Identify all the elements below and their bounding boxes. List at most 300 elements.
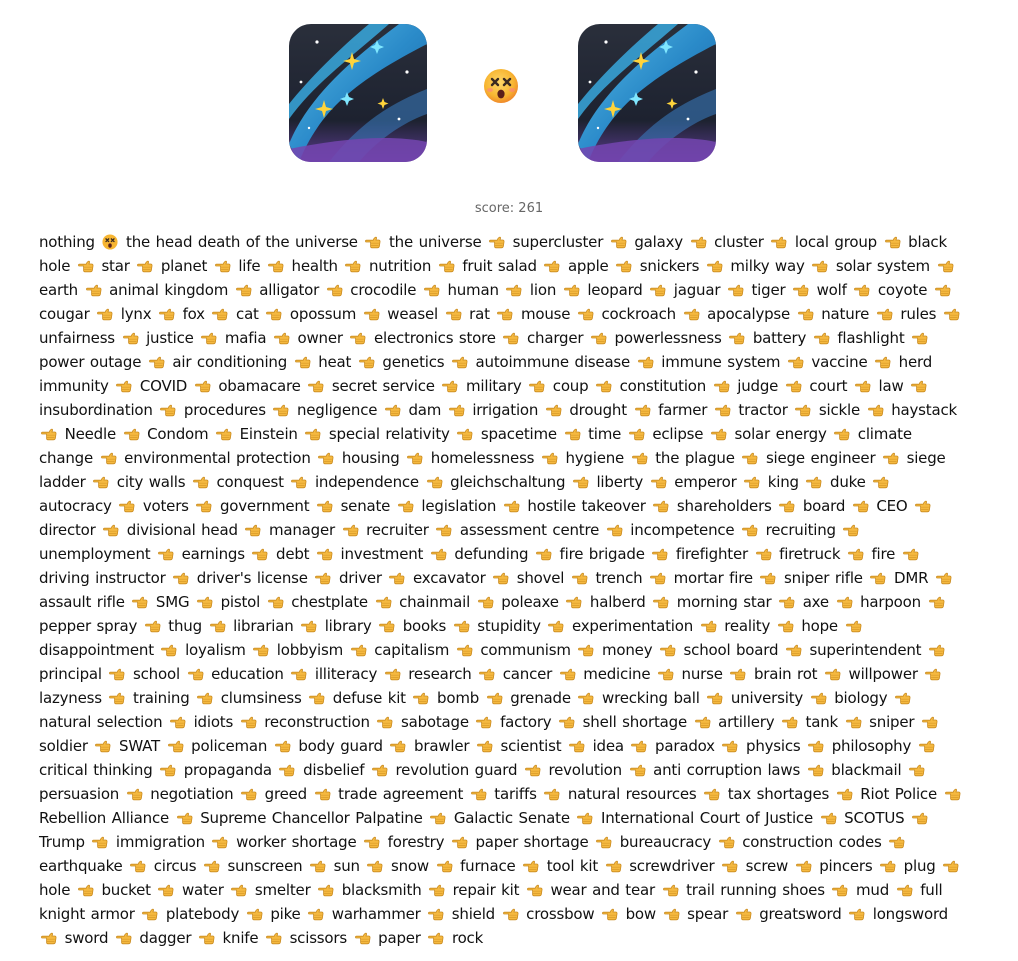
chain-word: DMR	[894, 569, 929, 587]
hand-pointing-left-icon	[168, 739, 184, 753]
hand-pointing-left-icon	[236, 283, 252, 297]
chain-word: lynx	[120, 305, 152, 323]
chain-word: assessment centre	[459, 521, 600, 539]
hand-pointing-left-icon	[911, 379, 927, 393]
hand-pointing-left-icon	[503, 331, 519, 345]
chain-word: weasel	[387, 305, 438, 323]
chain-word: smelter	[254, 881, 311, 899]
hand-pointing-left-icon	[722, 739, 738, 753]
chain-word: sniper	[869, 713, 915, 731]
hand-pointing-left-icon	[487, 691, 503, 705]
chain-word: senate	[340, 497, 391, 515]
chain-word: autocracy	[39, 497, 112, 515]
chain-word: earnings	[181, 545, 245, 563]
hand-pointing-left-icon	[855, 379, 871, 393]
chain-word: snickers	[639, 257, 700, 275]
hand-pointing-left-icon	[756, 547, 772, 561]
chain-word: nature	[821, 305, 870, 323]
chain-word: longsword	[872, 905, 948, 923]
chain-word: mud	[856, 881, 890, 899]
chain-word: flashlight	[837, 329, 905, 347]
chain-word: pike	[270, 905, 301, 923]
chain-word: secret service	[331, 377, 435, 395]
hand-pointing-left-icon	[837, 787, 853, 801]
chain-word: factory	[500, 713, 552, 731]
chain-word: life	[238, 257, 261, 275]
chain-word: negligence	[296, 401, 378, 419]
chain-word: cluster	[714, 233, 764, 251]
chain-word: spacetime	[480, 425, 557, 443]
hand-pointing-left-icon	[216, 427, 232, 441]
hand-pointing-left-icon	[684, 307, 700, 321]
chain-word: divisional head	[126, 521, 238, 539]
chain-word: Rebellion Alliance	[39, 809, 170, 827]
hand-pointing-left-icon	[808, 739, 824, 753]
hand-pointing-left-icon	[919, 739, 935, 753]
chain-word: haystack	[891, 401, 957, 419]
chain-word: tank	[805, 713, 838, 731]
hand-pointing-left-icon	[308, 907, 324, 921]
hand-pointing-left-icon	[93, 475, 109, 489]
chain-word: harpoon	[860, 593, 921, 611]
hand-pointing-left-icon	[274, 331, 290, 345]
chain-word: worker shortage	[236, 833, 357, 851]
hand-pointing-left-icon	[130, 859, 146, 873]
hand-pointing-left-icon	[385, 667, 401, 681]
hand-pointing-left-icon	[548, 619, 564, 633]
chain-word: tax shortages	[727, 785, 830, 803]
chain-word: pincers	[819, 857, 873, 875]
hand-pointing-left-icon	[793, 283, 809, 297]
hand-pointing-left-icon	[160, 403, 176, 417]
chain-word: special relativity	[328, 425, 450, 443]
hand-pointing-left-icon	[834, 427, 850, 441]
chain-word: alligator	[259, 281, 320, 299]
chain-word: SCOTUS	[844, 809, 905, 827]
hand-pointing-left-icon	[161, 643, 177, 657]
chain-word: immigration	[115, 833, 205, 851]
hand-pointing-left-icon	[376, 595, 392, 609]
hand-pointing-left-icon	[651, 475, 667, 489]
hand-pointing-left-icon	[660, 643, 676, 657]
hand-pointing-left-icon	[821, 811, 837, 825]
hand-pointing-left-icon	[736, 907, 752, 921]
chain-word: eclipse	[652, 425, 704, 443]
chain-word: paradox	[655, 737, 715, 755]
hand-pointing-left-icon	[109, 667, 125, 681]
hand-pointing-left-icon	[945, 787, 961, 801]
chain-word: greatsword	[759, 905, 842, 923]
chain-word: firetruck	[779, 545, 841, 563]
hand-pointing-left-icon	[452, 355, 468, 369]
chain-word: driver	[338, 569, 382, 587]
chain-word: irrigation	[472, 401, 539, 419]
hand-pointing-left-icon	[177, 811, 193, 825]
chain-word: dam	[408, 401, 442, 419]
hand-pointing-left-icon	[345, 259, 361, 273]
hand-pointing-left-icon	[301, 619, 317, 633]
chain-word: conquest	[216, 473, 284, 491]
chain-word: sunscreen	[227, 857, 303, 875]
chain-word: black hole	[39, 233, 947, 275]
chain-word: air conditioning	[172, 353, 288, 371]
chain-word: shareholders	[676, 497, 772, 515]
chain-word: idea	[592, 737, 624, 755]
chain-word: wear and tear	[550, 881, 655, 899]
chain-word: chainmail	[399, 593, 471, 611]
chain-word: fire	[871, 545, 896, 563]
hand-pointing-left-icon	[843, 523, 859, 537]
hand-pointing-left-icon	[944, 307, 960, 321]
hand-pointing-left-icon	[318, 451, 334, 465]
hand-pointing-left-icon	[212, 307, 228, 321]
chain-word: screw	[745, 857, 789, 875]
chain-word: driver's license	[196, 569, 308, 587]
hand-pointing-left-icon	[848, 547, 864, 561]
chain-word: disbelief	[303, 761, 365, 779]
chain-word: dagger	[139, 929, 192, 947]
hand-pointing-left-icon	[173, 571, 189, 585]
hand-pointing-left-icon	[86, 283, 102, 297]
hand-pointing-left-icon	[385, 403, 401, 417]
hand-pointing-left-icon	[452, 835, 468, 849]
chain-word: procedures	[183, 401, 266, 419]
chain-word: time	[588, 425, 622, 443]
chain-word: court	[809, 377, 848, 395]
chain-word: Trump	[39, 833, 85, 851]
hand-pointing-left-icon	[903, 547, 919, 561]
hand-pointing-left-icon	[559, 715, 575, 729]
hand-pointing-left-icon	[788, 355, 804, 369]
chain-word: driving instructor	[39, 569, 166, 587]
chain-word: disappointment	[39, 641, 154, 659]
hand-pointing-left-icon	[454, 619, 470, 633]
knocked-out-face-icon	[483, 68, 519, 104]
chain-word: Needle	[64, 425, 116, 443]
hand-pointing-left-icon	[78, 883, 94, 897]
hand-pointing-left-icon	[279, 763, 295, 777]
chain-word: nurse	[681, 665, 723, 683]
hand-pointing-left-icon	[379, 619, 395, 633]
hand-pointing-left-icon	[742, 523, 758, 537]
hand-pointing-left-icon	[197, 691, 213, 705]
hand-pointing-left-icon	[241, 715, 257, 729]
chain-word: human	[447, 281, 499, 299]
chain-word: gleichschaltung	[450, 473, 566, 491]
chain-word: SMG	[155, 593, 190, 611]
chain-word: revolution guard	[395, 761, 518, 779]
chain-word: climate change	[39, 425, 912, 467]
hand-pointing-left-icon	[938, 259, 954, 273]
hand-pointing-left-icon	[638, 355, 654, 369]
chain-word: scientist	[500, 737, 562, 755]
hand-pointing-left-icon	[566, 595, 582, 609]
hand-pointing-left-icon	[196, 499, 212, 513]
hand-pointing-left-icon	[631, 739, 647, 753]
chain-word: wolf	[816, 281, 847, 299]
hand-pointing-left-icon	[578, 307, 594, 321]
chain-word: platebody	[165, 905, 240, 923]
hand-pointing-left-icon	[436, 523, 452, 537]
chain-word: screwdriver	[629, 857, 715, 875]
hand-pointing-left-icon	[701, 619, 717, 633]
chain-word: axe	[802, 593, 829, 611]
chain-word: illiteracy	[314, 665, 378, 683]
hand-pointing-left-icon	[663, 883, 679, 897]
hand-pointing-left-icon	[449, 403, 465, 417]
hand-pointing-left-icon	[199, 931, 215, 945]
chain-word: propaganda	[183, 761, 272, 779]
chain-word: bomb	[437, 689, 480, 707]
hand-pointing-left-icon	[123, 331, 139, 345]
chain-word: trade agreement	[338, 785, 464, 803]
hand-pointing-left-icon	[41, 931, 57, 945]
hand-pointing-left-icon	[241, 787, 257, 801]
chain-word: poleaxe	[501, 593, 559, 611]
chain-word: power outage	[39, 353, 142, 371]
hand-pointing-left-icon	[116, 931, 132, 945]
hand-pointing-left-icon	[912, 331, 928, 345]
chain-word: education	[211, 665, 284, 683]
hand-pointing-left-icon	[170, 715, 186, 729]
hand-pointing-left-icon	[493, 571, 509, 585]
hand-pointing-left-icon	[812, 259, 828, 273]
chain-word: anti corruption laws	[653, 761, 801, 779]
hand-pointing-left-icon	[854, 283, 870, 297]
chain-word: university	[730, 689, 804, 707]
hand-pointing-left-icon	[132, 595, 148, 609]
chain-word: body guard	[298, 737, 383, 755]
chain-word: Galactic Senate	[453, 809, 570, 827]
hand-pointing-left-icon	[318, 883, 334, 897]
hand-pointing-left-icon	[596, 379, 612, 393]
hand-pointing-left-icon	[476, 715, 492, 729]
hand-pointing-left-icon	[457, 643, 473, 657]
chain-word: justice	[146, 329, 194, 347]
hand-pointing-left-icon	[504, 499, 520, 513]
hand-pointing-left-icon	[707, 259, 723, 273]
hand-pointing-left-icon	[728, 283, 744, 297]
hand-pointing-left-icon	[786, 643, 802, 657]
chain-word: principal	[39, 665, 102, 683]
chain-word: hope	[801, 617, 838, 635]
hand-pointing-left-icon	[315, 787, 331, 801]
chain-word: homelessness	[430, 449, 535, 467]
hand-pointing-left-icon	[160, 763, 176, 777]
matchup-header	[0, 0, 1018, 190]
chain-word: cougar	[39, 305, 90, 323]
hand-pointing-left-icon	[295, 355, 311, 369]
chain-word: apocalypse	[707, 305, 791, 323]
hand-pointing-left-icon	[506, 283, 522, 297]
hand-pointing-left-icon	[137, 259, 153, 273]
chain-word: training	[133, 689, 190, 707]
chain-word: furnace	[460, 857, 516, 875]
chain-word: cancer	[502, 665, 553, 683]
hand-pointing-left-icon	[427, 475, 443, 489]
chain-word: scissors	[289, 929, 347, 947]
hand-pointing-left-icon	[431, 547, 447, 561]
hand-pointing-left-icon	[744, 475, 760, 489]
hand-pointing-left-icon	[542, 451, 558, 465]
chain-word: blacksmith	[341, 881, 422, 899]
hand-pointing-left-icon	[350, 331, 366, 345]
hand-pointing-left-icon	[897, 883, 913, 897]
chain-word: the universe	[389, 233, 482, 251]
hand-pointing-left-icon	[715, 403, 731, 417]
chain-word: halberd	[589, 593, 646, 611]
right-milky-way-card[interactable]	[578, 24, 716, 162]
chain-word: assault rifle	[39, 593, 125, 611]
hand-pointing-left-icon	[846, 715, 862, 729]
chain-word: natural selection	[39, 713, 163, 731]
chain-word: the head death of the universe	[126, 233, 358, 251]
chain-word: voters	[142, 497, 189, 515]
hand-pointing-left-icon	[424, 283, 440, 297]
hand-pointing-left-icon	[367, 859, 383, 873]
hand-pointing-left-icon	[936, 571, 952, 585]
chain-word: physics	[746, 737, 801, 755]
hand-pointing-left-icon	[546, 403, 562, 417]
chain-word: obamacare	[218, 377, 301, 395]
hand-pointing-left-icon	[691, 235, 707, 249]
chain-word: mafia	[224, 329, 267, 347]
chain-word: water	[181, 881, 224, 899]
chain-word: heat	[318, 353, 352, 371]
chain-word: recruiting	[765, 521, 836, 539]
left-milky-way-card[interactable]	[289, 24, 427, 162]
chain-word: independence	[314, 473, 419, 491]
hand-pointing-left-icon	[895, 691, 911, 705]
hand-pointing-left-icon	[479, 667, 495, 681]
hand-pointing-left-icon	[364, 307, 380, 321]
hand-pointing-left-icon	[779, 595, 795, 609]
chain-word: shield	[451, 905, 496, 923]
chain-word: recruiter	[366, 521, 429, 539]
hand-pointing-left-icon	[742, 451, 758, 465]
chain-word: city walls	[116, 473, 186, 491]
chain-word: research	[408, 665, 472, 683]
hand-pointing-left-icon	[760, 571, 776, 585]
chain-word: paper shortage	[475, 833, 589, 851]
chain-word: law	[878, 377, 904, 395]
chain-word: farmer	[658, 401, 708, 419]
hand-pointing-left-icon	[786, 379, 802, 393]
hand-pointing-left-icon	[778, 619, 794, 633]
hand-pointing-left-icon	[252, 547, 268, 561]
chain-word: thug	[168, 617, 202, 635]
chain-word: bow	[625, 905, 656, 923]
hand-pointing-left-icon	[327, 283, 343, 297]
chain-word: reconstruction	[264, 713, 370, 731]
milky-way-icon	[578, 24, 716, 162]
chain-word: trench	[595, 569, 643, 587]
hand-pointing-left-icon	[652, 547, 668, 561]
hand-pointing-left-icon	[95, 739, 111, 753]
hand-pointing-left-icon	[372, 763, 388, 777]
hand-pointing-left-icon	[317, 499, 333, 513]
hand-pointing-left-icon	[630, 763, 646, 777]
hand-pointing-left-icon	[782, 715, 798, 729]
chain-word: unemployment	[39, 545, 151, 563]
chain-word: battery	[752, 329, 807, 347]
hand-pointing-left-icon	[846, 619, 862, 633]
chain-word: soldier	[39, 737, 88, 755]
chain-word: electronics store	[374, 329, 496, 347]
chain-word: investment	[340, 545, 424, 563]
chain-word: COVID	[139, 377, 188, 395]
chain-word: supercluster	[512, 233, 604, 251]
hand-pointing-left-icon	[875, 355, 891, 369]
chain-word: military	[465, 377, 522, 395]
hand-pointing-left-icon	[935, 283, 951, 297]
hand-pointing-left-icon	[413, 691, 429, 705]
chain-word: incompetence	[630, 521, 735, 539]
chain-word: insubordination	[39, 401, 153, 419]
chain-word: leopard	[587, 281, 643, 299]
hand-pointing-left-icon	[925, 667, 941, 681]
hand-pointing-left-icon	[832, 883, 848, 897]
chain-word: director	[39, 521, 96, 539]
chain-word: excavator	[413, 569, 486, 587]
hand-pointing-left-icon	[343, 523, 359, 537]
chain-word: hygiene	[565, 449, 625, 467]
hand-pointing-left-icon	[268, 595, 284, 609]
chain-word: chestplate	[291, 593, 368, 611]
chain-word: tool kit	[546, 857, 599, 875]
hand-pointing-left-icon	[127, 787, 143, 801]
hand-pointing-left-icon	[714, 379, 730, 393]
chain-word: clumsiness	[220, 689, 302, 707]
hand-pointing-left-icon	[428, 907, 444, 921]
hand-pointing-left-icon	[707, 691, 723, 705]
hand-pointing-left-icon	[825, 667, 841, 681]
hand-pointing-left-icon	[868, 403, 884, 417]
chain-word: lazyness	[39, 689, 102, 707]
hand-pointing-left-icon	[503, 907, 519, 921]
hand-pointing-left-icon	[78, 259, 94, 273]
chain-word: king	[767, 473, 799, 491]
hand-pointing-left-icon	[197, 595, 213, 609]
chain-word: spear	[687, 905, 729, 923]
hand-pointing-left-icon	[853, 499, 869, 513]
score-label: score: 261	[474, 201, 544, 216]
chain-word: rules	[900, 305, 937, 323]
hand-pointing-left-icon	[611, 235, 627, 249]
chain-word: idiots	[193, 713, 234, 731]
chain-word: rat	[469, 305, 490, 323]
hand-pointing-left-icon	[210, 619, 226, 633]
hand-pointing-left-icon	[97, 307, 113, 321]
hand-pointing-left-icon	[268, 259, 284, 273]
hand-pointing-left-icon	[909, 763, 925, 777]
chain-word: immune system	[661, 353, 781, 371]
hand-pointing-left-icon	[578, 691, 594, 705]
hand-pointing-left-icon	[653, 595, 669, 609]
chain-word: CEO	[876, 497, 908, 515]
hand-pointing-left-icon	[529, 379, 545, 393]
chain-word: lobbyism	[276, 641, 344, 659]
hand-pointing-left-icon	[201, 331, 217, 345]
chain-word: policeman	[191, 737, 268, 755]
chain-word: siege engineer	[765, 449, 876, 467]
hand-pointing-left-icon	[429, 883, 445, 897]
chain-word: opossum	[289, 305, 357, 323]
chain-word: morning star	[676, 593, 772, 611]
chain-word: solar energy	[734, 425, 827, 443]
chain-word: construction codes	[742, 833, 882, 851]
chain-word: wrecking ball	[602, 689, 700, 707]
